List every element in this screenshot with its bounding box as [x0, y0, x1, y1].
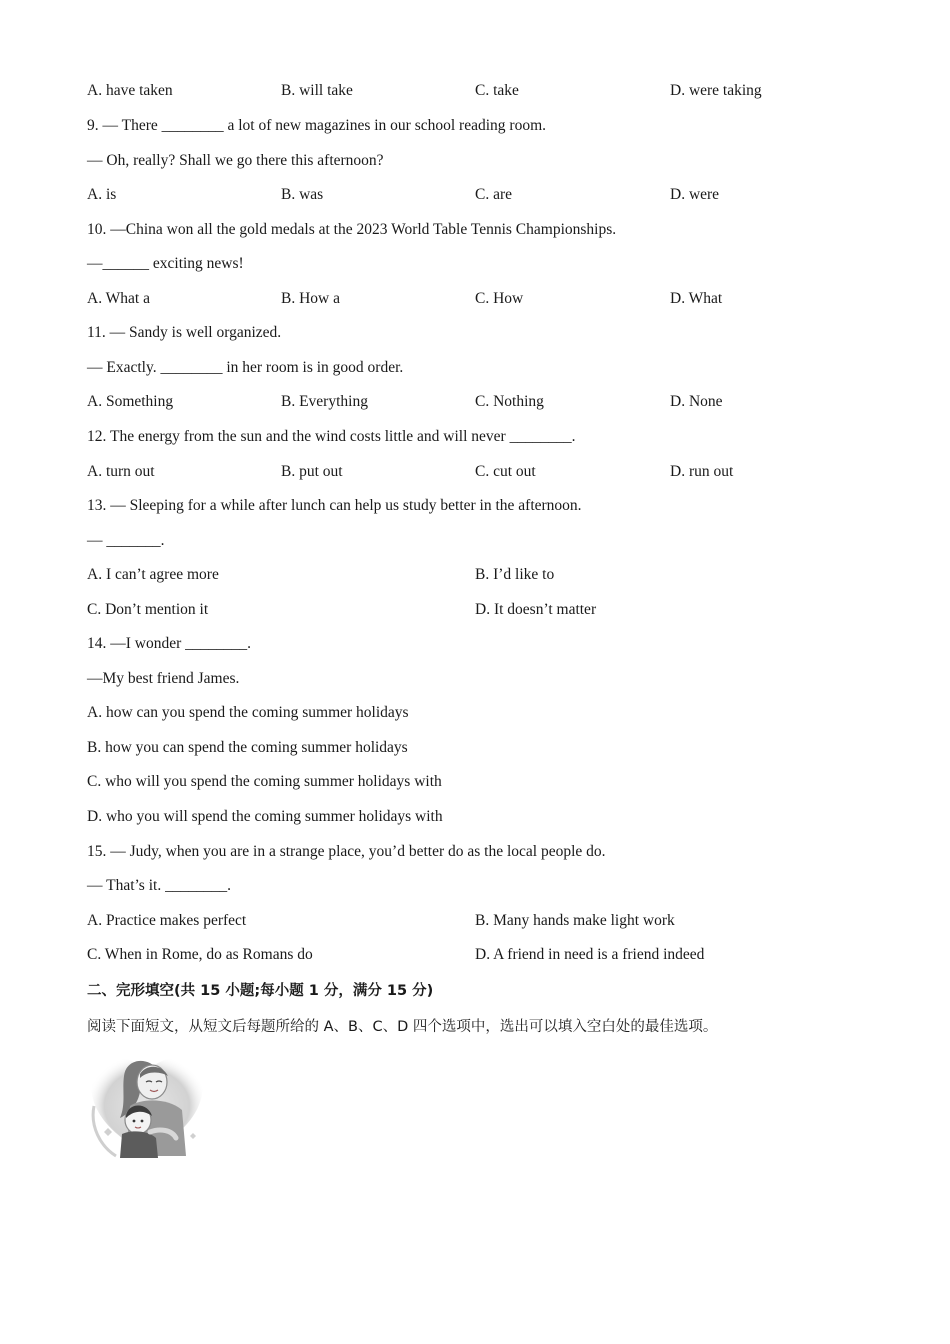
q13-option-c: C. Don’t mention it: [87, 601, 209, 618]
q15-option-b: B. Many hands make light work: [475, 912, 675, 929]
q8-option-d: D. were taking: [670, 82, 762, 99]
q15-stem: 15. — Judy, when you are in a strange place, you’d better do as the local people do.: [87, 843, 606, 860]
q9-option-b: B. was: [281, 186, 324, 203]
section-2-instruction: 阅读下面短文，从短文后每题所给的 A、B、C、D 四个选项中，选出可以填入空白处的最佳选项。: [87, 1019, 718, 1035]
q15-option-a: A. Practice makes perfect: [87, 912, 247, 929]
q11-option-c: C. Nothing: [475, 393, 544, 410]
q12-stem: 12. The energy from the sun and the wind costs little and will never ________.: [87, 428, 576, 445]
q10-reply: —______ exciting news!: [87, 255, 244, 272]
q14-option-d: D. who you will spend the coming summer holidays with: [87, 808, 443, 825]
q8-option-b: B. will take: [281, 82, 353, 99]
q14-stem: 14. —I wonder ________.: [87, 635, 252, 652]
q11-option-b: B. Everything: [281, 393, 368, 410]
q10-option-b: B. How a: [281, 290, 340, 307]
q8-option-c: C. take: [475, 82, 519, 99]
q10-option-c: C. How: [475, 290, 524, 307]
q9-option-a: A. is: [87, 186, 117, 203]
q14-option-a: A. how can you spend the coming summer holidays: [87, 704, 409, 721]
mother-child-illustration: [86, 1046, 208, 1160]
q10-stem: 10. —China won all the gold medals at the 2023 World Table Tennis Championships.: [87, 221, 617, 238]
q13-option-a: A. I can’t agree more: [87, 566, 219, 583]
q14-option-c: C. who will you spend the coming summer holidays with: [87, 773, 442, 790]
q13-reply: — _______.: [87, 532, 165, 549]
q9-option-d: D. were: [670, 186, 720, 203]
q13-option-d: D. It doesn’t matter: [475, 601, 597, 618]
q12-option-b: B. put out: [281, 463, 343, 480]
q10-option-a: A. What a: [87, 290, 150, 307]
q14-reply: —My best friend James.: [87, 670, 240, 687]
q10-option-d: D. What: [670, 290, 723, 307]
q13-stem: 13. — Sleeping for a while after lunch can help us study better in the afternoon.: [87, 497, 582, 514]
q15-option-c: C. When in Rome, do as Romans do: [87, 946, 313, 963]
q9-stem: 9. — There ________ a lot of new magazines in our school reading room.: [87, 117, 547, 134]
section-2-title: 二、完形填空(共 15 小题;每小题 1 分，满分 15 分): [87, 983, 434, 999]
q13-option-b: B. I’d like to: [475, 566, 555, 583]
q15-option-d: D. A friend in need is a friend indeed: [475, 946, 705, 963]
q11-option-a: A. Something: [87, 393, 174, 410]
q8-option-a: A. have taken: [87, 82, 173, 99]
q11-option-d: D. None: [670, 393, 723, 410]
q12-option-d: D. run out: [670, 463, 734, 480]
q11-reply: — Exactly. ________ in her room is in good order.: [87, 359, 404, 376]
q9-reply: — Oh, really? Shall we go there this afternoon?: [87, 152, 384, 169]
q11-stem: 11. — Sandy is well organized.: [87, 324, 282, 341]
q14-option-b: B. how you can spend the coming summer holidays: [87, 739, 408, 756]
q12-option-a: A. turn out: [87, 463, 155, 480]
q12-option-c: C. cut out: [475, 463, 536, 480]
q15-reply: — That’s it. ________.: [87, 877, 231, 894]
q9-option-c: C. are: [475, 186, 513, 203]
